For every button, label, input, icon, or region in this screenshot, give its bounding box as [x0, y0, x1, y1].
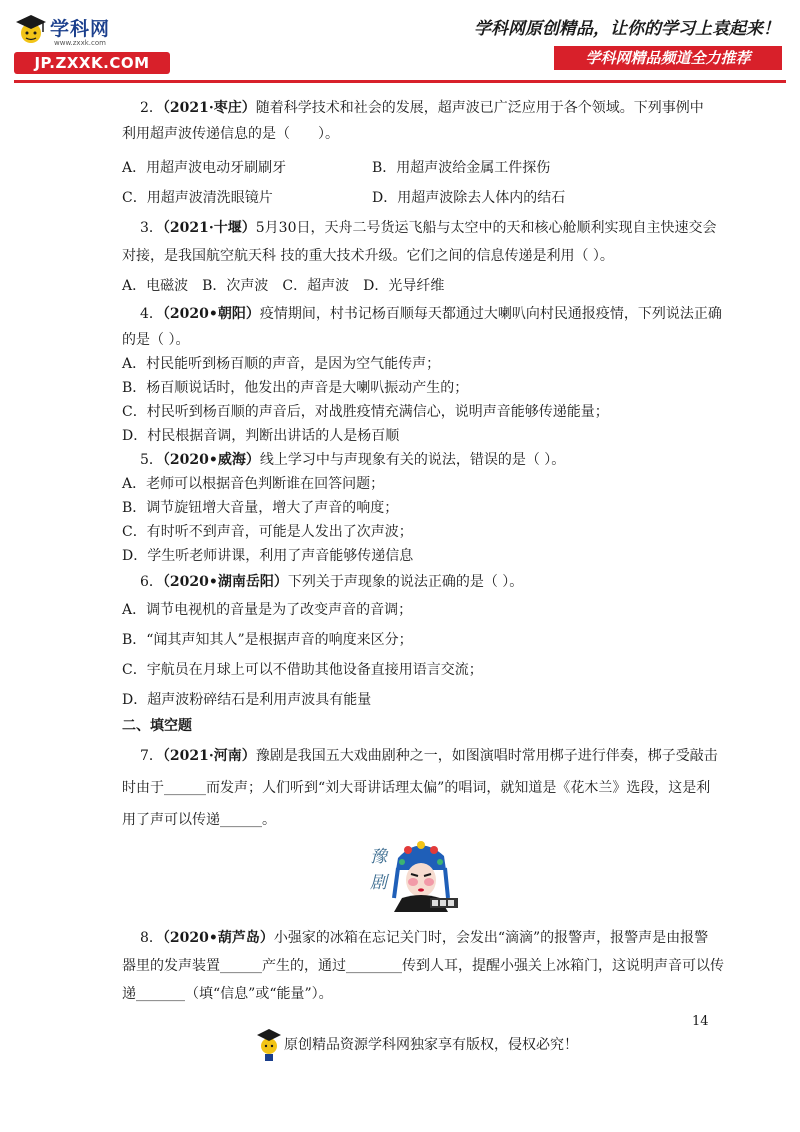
question-source: （2020•葫芦岛）: [162, 930, 274, 946]
question-5-option-b: B．调节旋钮增大音量，增大了声音的响度；: [122, 500, 399, 516]
question-source: （2021·河南）: [162, 748, 256, 764]
question-6-option-d: D．超声波粉碎结石是利用声波具有能量: [122, 692, 372, 708]
question-2-line-2: 利用超声波传递信息的是（ ）。: [122, 126, 339, 142]
question-number: 2．: [140, 100, 163, 116]
question-5-option-c: C．有时听不到声音，可能是人发出了次声波；: [122, 524, 413, 540]
page-footer: [0, 1024, 800, 1074]
question-source: （2020•湖南岳阳）: [162, 574, 288, 590]
question-7-line-1: [140, 746, 718, 766]
question-text: 5月30日，天舟二号货运飞船与太空中的天和核心舱顺利实现自主快速交会: [255, 220, 717, 236]
question-4-line-1: [140, 304, 722, 324]
question-5-option-a: A．老师可以根据音色判断谁在回答问题；: [122, 476, 385, 492]
logo-url: www.zxxk.com: [54, 39, 106, 47]
question-source: （2020•威海）: [162, 452, 260, 468]
question-text: 豫剧是我国五大戏曲剧种之一，如图演唱时常用梆子进行伴奏，梆子受敲击: [255, 748, 718, 764]
question-6-option-a: A．调节电视机的音量是为了改变声音的音调；: [122, 602, 413, 618]
question-text: 随着科学技术和社会的发展，超声波已广泛应用于各个领域。下列事例中: [255, 100, 704, 116]
question-3-line-2: 对接，是我国航空航天科 技的重大技术升级。它们之间的信息传递是利用（ ）。: [122, 248, 614, 264]
page-header: [0, 0, 800, 90]
site-logo: [14, 12, 174, 78]
question-4-option-c: C．村民听到杨百顺的声音后，对战胜疫情充满信心，说明声音能够传递能量；: [122, 404, 609, 420]
question-7-line-3: 用了声可以传递______。: [122, 812, 276, 828]
question-3-options: A．电磁波 B．次声波 C．超声波 D．光导纤维: [122, 278, 445, 294]
question-number: 3．: [140, 220, 163, 236]
question-text: 疫情期间，村书记杨百顺每天都通过大喇叭向村民通报疫情，下列说法正确: [259, 306, 722, 322]
question-4-option-a: A．村民能听到杨百顺的声音，是因为空气能传声；: [122, 356, 441, 372]
option-b: B．用超声波给金属工件探伤: [372, 160, 551, 176]
question-4-option-d: D．村民根据音调，判断出讲话的人是杨百顺: [122, 428, 400, 444]
graduation-cap-icon: [14, 12, 48, 46]
question-8-line-1: [140, 928, 708, 948]
question-source: （2021·十堰）: [162, 220, 256, 236]
question-number: 6．: [140, 574, 163, 590]
option-c: C．用超声波清洗眼镜片: [122, 190, 273, 206]
logo-band: JP.ZXXK.COM: [14, 52, 170, 74]
graduation-cap-icon: [256, 1026, 282, 1062]
question-8-line-2: 器里的发声装置______产生的，通过________传到人耳，提醒小强关上冰箱门，这说明声音可以传: [122, 958, 724, 974]
question-text: 线上学习中与声现象有关的说法，错误的是（ ）。: [259, 452, 566, 468]
question-text: 下列关于声现象的说法正确的是（ ）。: [287, 574, 524, 590]
question-text: 小强家的冰箱在忘记关门时，会发出“滴滴”的报警声，报警声是由报警: [273, 930, 709, 946]
option-d: D．用超声波除去人体内的结石: [372, 190, 566, 206]
question-5-line-1: [140, 450, 565, 470]
question-4-line-2: 的是（ ）。: [122, 332, 190, 348]
question-7-line-2: 时由于______而发声；人们听到“刘大哥讲话理太偏”的唱词，就知道是《花木兰》选段，这是利: [122, 780, 711, 796]
option-a: A．用超声波电动牙刷刷牙: [122, 160, 287, 176]
section-heading: 二、填空题: [122, 718, 192, 734]
question-2-options-row-2: [122, 188, 566, 208]
header-promo-badge: 学科网精品频道全力推荐: [554, 46, 782, 70]
question-2-line-1: [140, 98, 704, 118]
footer-copyright: 原创精品资源学科网独家享有版权，侵权必究！: [284, 1037, 578, 1053]
opera-caption: 豫剧: [370, 847, 387, 893]
question-8-line-3: 递_______（填“信息”或“能量”）。: [122, 986, 333, 1002]
question-4-option-b: B．杨百顺说话时，他发出的声音是大喇叭振动产生的；: [122, 380, 469, 396]
question-number: 5．: [140, 452, 163, 468]
page-number: 14: [692, 1014, 709, 1029]
question-number: 7．: [140, 748, 163, 764]
question-3-line-1: [140, 218, 717, 238]
question-6-option-b: B．“闻其声知其人”是根据声音的响度来区分；: [122, 632, 413, 648]
header-divider: [14, 80, 786, 83]
question-source: （2020•朝阳）: [162, 306, 260, 322]
question-number: 4．: [140, 306, 163, 322]
question-6-option-c: C．宇航员在月球上可以不借助其他设备直接用语言交流；: [122, 662, 483, 678]
question-number: 8．: [140, 930, 163, 946]
question-2-options-row-1: [122, 158, 551, 178]
question-6-line-1: [140, 572, 523, 592]
header-slogan: 学科网原创精品，让你的学习上袁起来！: [474, 19, 780, 39]
question-5-option-d: D．学生听老师讲课，利用了声音能够传递信息: [122, 548, 414, 564]
logo-name: 学科网: [50, 18, 111, 40]
opera-illustration: [368, 836, 460, 912]
question-source: （2021·枣庄）: [162, 100, 256, 116]
